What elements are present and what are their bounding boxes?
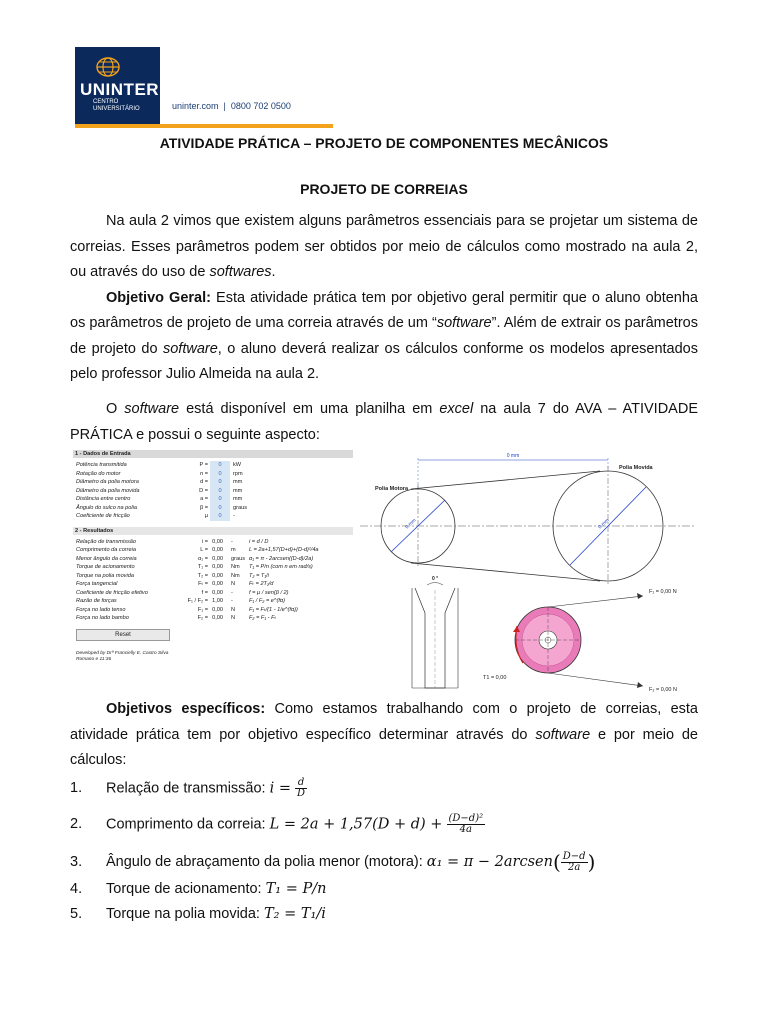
cell-unit: - xyxy=(231,598,233,604)
cell-unit: mm xyxy=(233,487,243,494)
paragraph-1: Na aula 2 vimos que existem alguns parâmetros essenciais para se projetar um sistema de correias. Esses parâmetros podem ser obtidos por meio de cálculos como mostrado na aula 2, ou através do uso de softwares. xyxy=(70,213,698,280)
cell-label: Diâmetro da polia movida xyxy=(76,487,140,494)
cell-formula: i = d / D xyxy=(249,538,269,545)
cell-symbol: β = xyxy=(199,504,208,511)
cell-formula: T₂ = T₁/i xyxy=(249,572,269,579)
cell-symbol: D = xyxy=(199,487,208,494)
cell-label: Relação de transmissão xyxy=(76,538,137,545)
developer-credit: Developed by Drª Francielly E. Castro Silva Romano e 11:36 xyxy=(76,650,169,662)
cell-value: 0,00 xyxy=(212,589,223,596)
cell-formula: f = µ / sen(β / 2) xyxy=(249,589,289,596)
cell-label: Torque na polia movida xyxy=(76,572,134,579)
fraction: $\frac{\text{(D−d)²}}{4a}$ xyxy=(448,813,484,835)
cell-symbol: L = xyxy=(200,547,208,553)
cell-unit: N xyxy=(231,615,236,621)
cell-label: Potência transmitida xyxy=(76,462,127,468)
section-title: PROJETO DE CORREIAS xyxy=(300,181,468,197)
fraction: $\frac{d}{D}$ xyxy=(297,777,306,799)
globe-icon xyxy=(93,56,123,78)
cell-value: 0,00 xyxy=(212,547,223,553)
cell-symbol: f = xyxy=(201,589,208,596)
input-row xyxy=(73,504,353,513)
cell-symbol: F₁ / F₂ = xyxy=(187,598,208,604)
list-item: 2. Comprimento da correia: L = 2a + 1,57(D + d) + $\frac{\text{(D−d)²}}{4a}$ xyxy=(70,813,484,835)
distance-label: 0 mm xyxy=(506,453,520,459)
belt-diagram xyxy=(355,448,700,696)
input-row xyxy=(73,495,353,504)
cell-value[interactable]: 0 xyxy=(210,512,230,521)
paragraph-objective: Objetivo Geral: Esta atividade prática tem por objetivo geral permitir que o aluno obtenha os parâmetros de projeto de uma correia através de um “software”. Além de extrair os parâmetros de projeto do software, o aluno deverá realizar os cálculos conforme os modelos apresentados pelo professor Julio Almeida na aula 2. xyxy=(70,289,698,382)
driver-pulley-label: Polia Motora xyxy=(375,486,409,492)
cell-formula: F₁ = Fₜ/(1 - 1/e^(fα)) xyxy=(249,606,298,613)
cell-unit: mm xyxy=(233,479,243,485)
list-item: 4. Torque de acionamento: T₁ = P/n xyxy=(70,881,327,897)
cell-value[interactable]: 0 xyxy=(210,504,230,513)
cell-label: Rotação do motor xyxy=(76,470,121,477)
force-diagram xyxy=(483,589,677,693)
cell-value: 0,00 xyxy=(212,581,223,587)
torque-label: T1 = 0,00 xyxy=(483,675,507,681)
cell-unit: Nm xyxy=(231,564,240,570)
input-row xyxy=(73,461,353,470)
result-row xyxy=(73,555,353,564)
large-diameter-label: 0 mm xyxy=(597,517,611,531)
cell-symbol: F₂ = xyxy=(197,615,208,621)
list-item: 3. Ângulo de abraçamento da polia menor (motora): α₁ = π − 2arcsen( $\frac{D-d}{2a}$ ) xyxy=(70,850,596,874)
input-row xyxy=(73,478,353,487)
fraction: $\frac{D-d}{2a}$ xyxy=(562,850,586,873)
result-row xyxy=(73,589,353,598)
logo-subtext: CENTRO UNIVERSITÁRIO xyxy=(93,99,140,112)
cell-formula: α₁ = π - 2arcsen((D-d)/2a) xyxy=(249,555,314,562)
list-item: 5. Torque na polia movida: T₂ = T₁/i xyxy=(70,906,326,922)
force-1-label: F₁ = 0,00 N xyxy=(649,589,677,595)
cell-unit: kW xyxy=(233,462,242,468)
cell-label: Razão de forças xyxy=(76,598,117,604)
result-row xyxy=(73,580,353,589)
cell-label: Comprimento da correia xyxy=(76,547,137,553)
software-text: O software está disponível em uma planilha em excel na aula 7 do AVA – ATIVIDADE PRÁTICA e possui o seguinte aspecto: xyxy=(70,401,698,443)
result-row xyxy=(73,563,353,572)
input-row xyxy=(73,470,353,479)
cell-value: 0,00 xyxy=(212,538,223,545)
cell-symbol: a = xyxy=(200,496,208,502)
result-row xyxy=(73,597,353,606)
driven-pulley-label: Polia Movida xyxy=(619,465,653,471)
cell-value[interactable]: 0 xyxy=(210,470,230,479)
objectives-text: Objetivos específicos: Como estamos trabalhando com o projeto de correias, esta atividade prática tem por objetivo específico determinar através do software e por meio de cálculos: xyxy=(70,701,698,768)
cell-formula: F₁ / F₂ = e^(fα) xyxy=(249,598,285,604)
result-section-header: 2 - Resultados xyxy=(73,527,353,535)
cell-symbol: Fₜ = xyxy=(198,581,208,587)
cell-symbol: d = xyxy=(200,479,208,485)
cell-symbol: F₁ = xyxy=(197,606,208,613)
page-title: ATIVIDADE PRÁTICA – PROJETO DE COMPONENTES MECÂNICOS xyxy=(159,135,609,151)
cell-value[interactable]: 0 xyxy=(210,495,230,504)
reset-button[interactable]: Reset xyxy=(76,629,170,641)
cell-unit: - xyxy=(231,538,233,545)
groove-angle-label: 0 ° xyxy=(432,576,439,582)
cell-unit: N xyxy=(231,581,236,587)
cell-formula: L = 2a+1,57(D+d)+(D-d)²/4a xyxy=(249,547,319,553)
input-row xyxy=(73,487,353,496)
cell-value: 0,00 xyxy=(212,564,223,570)
cell-value[interactable]: 0 xyxy=(210,487,230,496)
cell-unit: - xyxy=(231,589,233,596)
cell-symbol: T₁ = xyxy=(197,564,208,570)
cell-unit: graus xyxy=(231,555,245,562)
cell-formula: T₁ = P/n (com n em rad/s) xyxy=(249,564,313,570)
cell-unit: rpm xyxy=(233,470,243,477)
cell-label: Distância entre centro xyxy=(76,496,131,502)
header-accent-line xyxy=(75,124,333,128)
cell-unit: N xyxy=(231,606,236,613)
cell-unit: m xyxy=(231,547,236,553)
cell-value: 0,00 xyxy=(212,615,223,621)
cell-symbol: n = xyxy=(200,470,208,477)
result-row xyxy=(73,572,353,581)
cell-label: Menor ângulo da correia xyxy=(76,555,137,562)
cell-formula: Fₜ = 2T₁/d xyxy=(249,581,274,587)
result-row xyxy=(73,606,353,615)
cell-value[interactable]: 0 xyxy=(210,478,230,487)
cell-symbol: P = xyxy=(199,462,208,468)
header-contact: uninter.com | 0800 702 0500 xyxy=(172,101,291,111)
cell-label: Força no lado bambo xyxy=(76,615,129,621)
intro-text xyxy=(70,209,698,388)
cell-unit: - xyxy=(233,513,235,519)
result-row xyxy=(73,614,353,623)
cell-label: Torque de acionamento xyxy=(76,564,135,570)
input-row xyxy=(73,512,353,521)
result-row xyxy=(73,538,353,547)
pulley-groove-section xyxy=(412,576,458,688)
cell-value: 0,00 xyxy=(212,606,223,613)
cell-label: Coeficiente de fricção xyxy=(76,513,130,519)
cell-value[interactable]: 0 xyxy=(210,461,230,470)
cell-label: Força no lado tenso xyxy=(76,606,126,613)
cell-unit: mm xyxy=(233,496,243,502)
cell-value: 0,00 xyxy=(212,555,223,562)
cell-label: Ângulo do sulco na polia xyxy=(76,504,137,511)
cell-formula: F₂ = F₁ - Fₜ xyxy=(249,615,277,621)
cell-symbol: i = xyxy=(201,538,208,545)
input-section-header: 1 - Dados de Entrada xyxy=(73,450,353,458)
cell-symbol: T₂ = xyxy=(197,572,208,579)
cell-label: Força tangencial xyxy=(76,581,118,587)
result-row xyxy=(73,546,353,555)
cell-value: 1,00 xyxy=(212,598,223,604)
logo-wordmark: UNINTER xyxy=(80,80,160,99)
cell-label: Diâmetro da polia motora xyxy=(76,479,139,485)
cell-label: Coeficiente de fricção efetivo xyxy=(76,589,148,596)
cell-unit: Nm xyxy=(231,572,240,579)
cell-value: 0,00 xyxy=(212,572,223,579)
force-2-label: F₂ = 0,00 N xyxy=(649,687,677,693)
list-item: 1. Relação de transmissão: i = $\frac{d}{D}$ xyxy=(70,777,306,799)
cell-unit: graus xyxy=(233,504,247,511)
small-diameter-label: 0 mm xyxy=(404,517,418,531)
spreadsheet-screenshot xyxy=(73,450,353,663)
cell-symbol: µ xyxy=(204,513,208,519)
cell-symbol: α₁ = xyxy=(198,555,208,562)
